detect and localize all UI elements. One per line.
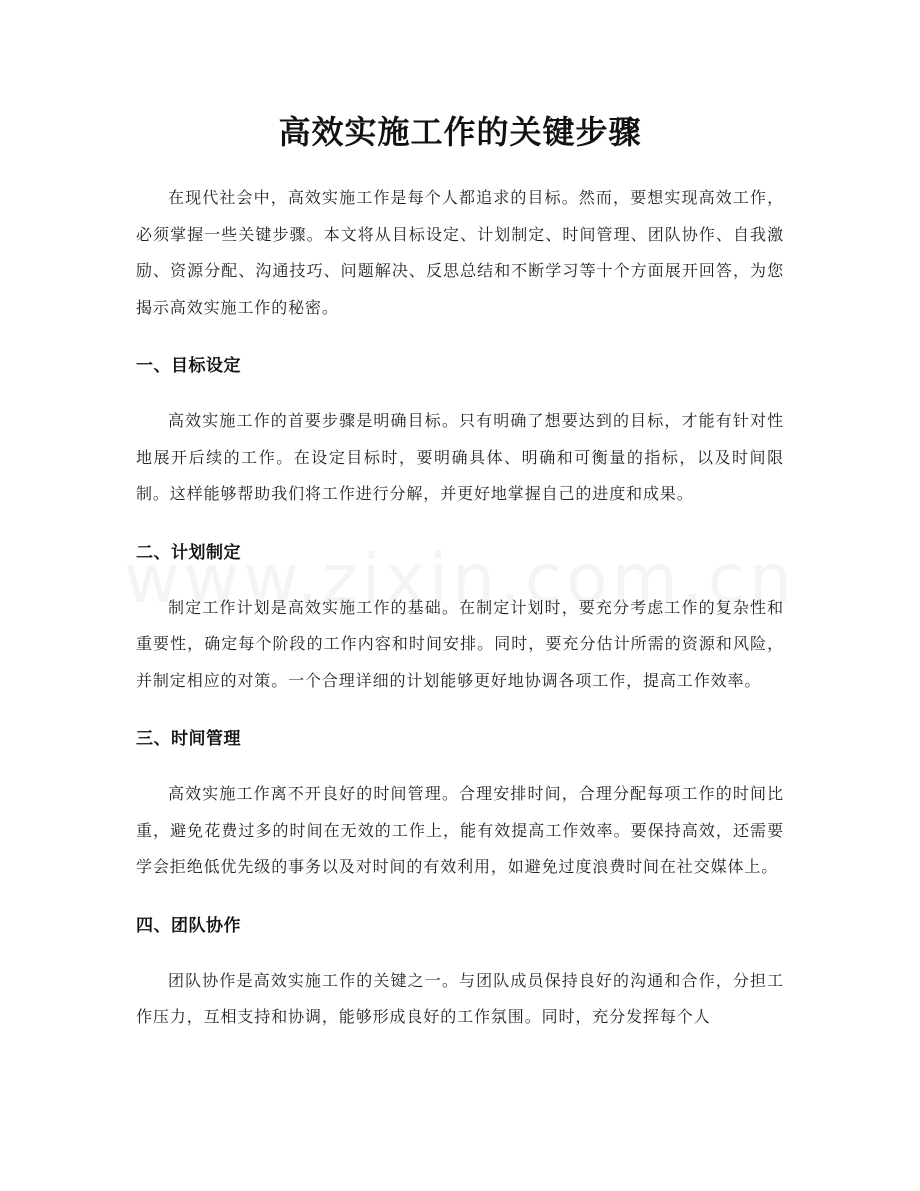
document-body (136, 180, 784, 1036)
section-heading-teamwork: 四、团队协作 (136, 915, 241, 936)
section-heading-planning: 二、计划制定 (136, 542, 241, 563)
section-body-goal-setting: 高效实施工作的首要步骤是明确目标。只有明确了想要达到的目标，才能有针对性地展开后续的工作。在设定目标时，要明确具体、明确和可衡量的指标，以及时间限制。这样能够帮助我们将工作进行分解，并更好地掌握自己的进度和成果。 (136, 411, 784, 503)
section-body-time-management: 高效实施工作离不开良好的时间管理。合理安排时间，合理分配每项工作的时间比重，避免花费过多的时间在无效的工作上，能有效提高工作效率。要保持高效，还需要学会拒绝低优先级的事务以及对时间的有效利用，如避免过度浪费时间在社交媒体上。 (136, 784, 784, 876)
section-body-planning: 制定工作计划是高效实施工作的基础。在制定计划时，要充分考虑工作的复杂性和重要性，确定每个阶段的工作内容和时间安排。同时，要充分估计所需的资源和风险，并制定相应的对策。一个合理详细的计划能够更好地协调各项工作，提高工作效率。 (136, 597, 784, 690)
intro-paragraph: 在现代社会中，高效实施工作是每个人都追求的目标。然而，要想实现高效工作，必须掌握一些关键步骤。本文将从目标设定、计划制定、时间管理、团队协作、自我激励、资源分配、沟通技巧、问题解决、反思总结和不断学习等十个方面展开回答，为您揭示高效实施工作的秘密。 (136, 188, 784, 317)
section-heading-goal-setting: 一、目标设定 (136, 356, 241, 376)
section-heading-time-management: 三、时间管理 (136, 729, 241, 749)
section-body-teamwork: 团队协作是高效实施工作的关键之一。与团队成员保持良好的沟通和合作，分担工作压力，互相支持和协调，能够形成良好的工作氛围。同时，充分发挥每个人 (136, 970, 784, 1026)
document-title: 高效实施工作的关键步骤 (278, 113, 642, 151)
